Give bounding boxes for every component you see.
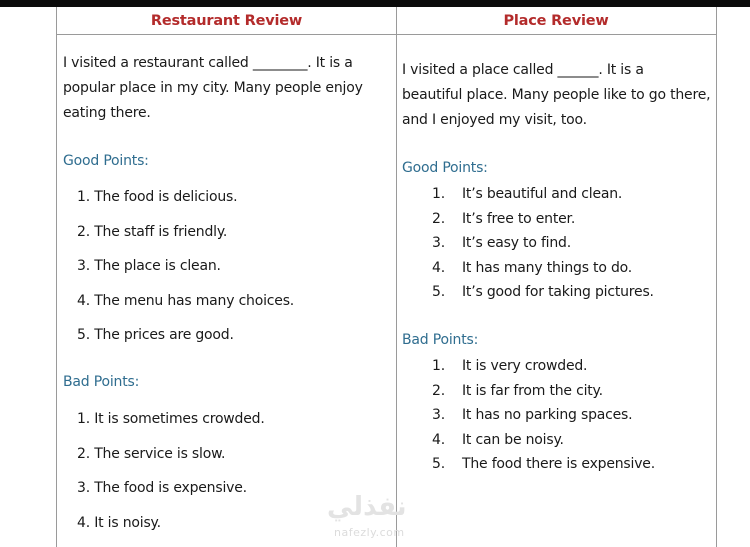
watermark-site: nafezly.com bbox=[334, 526, 405, 539]
restaurant-intro-line: popular place in my city. Many people enjoy bbox=[63, 76, 363, 101]
watermark-logo: نفذلي bbox=[327, 492, 407, 522]
top-bar bbox=[0, 0, 750, 7]
list-item bbox=[432, 184, 654, 209]
list-item bbox=[432, 405, 655, 430]
restaurant-column bbox=[57, 7, 397, 547]
restaurant-intro-line: eating there. bbox=[63, 101, 363, 126]
list-item bbox=[432, 430, 655, 455]
place-intro-line: beautiful place. Many people like to go there, bbox=[402, 83, 710, 108]
list-item bbox=[432, 454, 655, 479]
place-bad-title: Bad Points: bbox=[402, 332, 478, 348]
place-good-title: Good Points: bbox=[402, 160, 488, 176]
place-title: Place Review bbox=[396, 7, 716, 35]
restaurant-bad-title: Bad Points: bbox=[63, 374, 139, 390]
place-intro bbox=[402, 58, 710, 133]
list-item: 3. The food is expensive. bbox=[77, 478, 265, 513]
list-item: 1. The food is delicious. bbox=[77, 187, 294, 222]
restaurant-intro bbox=[63, 51, 363, 126]
list-item: 2. The staff is friendly. bbox=[77, 222, 294, 257]
place-bad-list bbox=[432, 356, 655, 479]
item-text: It’s beautiful and clean. bbox=[462, 184, 622, 209]
restaurant-good-list bbox=[77, 187, 294, 360]
restaurant-good-title: Good Points: bbox=[63, 153, 149, 169]
list-item bbox=[432, 381, 655, 406]
item-text: It’s good for taking pictures. bbox=[462, 282, 654, 307]
restaurant-title: Restaurant Review bbox=[57, 7, 396, 35]
list-item: 4. It is noisy. bbox=[77, 513, 265, 547]
item-text: It has many things to do. bbox=[462, 258, 632, 283]
place-intro-line: I visited a place called ______. It is a bbox=[402, 58, 710, 83]
place-good-list bbox=[432, 184, 654, 307]
item-text: It has no parking spaces. bbox=[462, 405, 632, 430]
item-number: 5. bbox=[432, 454, 462, 479]
item-text: It can be noisy. bbox=[462, 430, 564, 455]
list-item bbox=[432, 258, 654, 283]
review-table bbox=[56, 7, 717, 547]
item-number: 2. bbox=[432, 381, 462, 406]
restaurant-bad-list bbox=[77, 409, 265, 547]
item-number: 3. bbox=[432, 233, 462, 258]
item-text: It’s easy to find. bbox=[462, 233, 571, 258]
list-item bbox=[432, 233, 654, 258]
item-text: It’s free to enter. bbox=[462, 209, 575, 234]
item-number: 1. bbox=[432, 184, 462, 209]
item-text: It is very crowded. bbox=[462, 356, 587, 381]
item-number: 1. bbox=[432, 356, 462, 381]
item-number: 3. bbox=[432, 405, 462, 430]
list-item: 4. The menu has many choices. bbox=[77, 291, 294, 326]
item-number: 4. bbox=[432, 258, 462, 283]
place-column bbox=[396, 7, 716, 547]
item-number: 4. bbox=[432, 430, 462, 455]
list-item: 5. The prices are good. bbox=[77, 325, 294, 360]
item-text: The food there is expensive. bbox=[462, 454, 655, 479]
restaurant-intro-line: I visited a restaurant called ________. It is a bbox=[63, 51, 363, 76]
item-number: 5. bbox=[432, 282, 462, 307]
item-text: It is far from the city. bbox=[462, 381, 603, 406]
list-item bbox=[432, 209, 654, 234]
item-number: 2. bbox=[432, 209, 462, 234]
list-item: 1. It is sometimes crowded. bbox=[77, 409, 265, 444]
list-item: 2. The service is slow. bbox=[77, 444, 265, 479]
list-item bbox=[432, 356, 655, 381]
place-intro-line: and I enjoyed my visit, too. bbox=[402, 108, 710, 133]
list-item: 3. The place is clean. bbox=[77, 256, 294, 291]
list-item bbox=[432, 282, 654, 307]
